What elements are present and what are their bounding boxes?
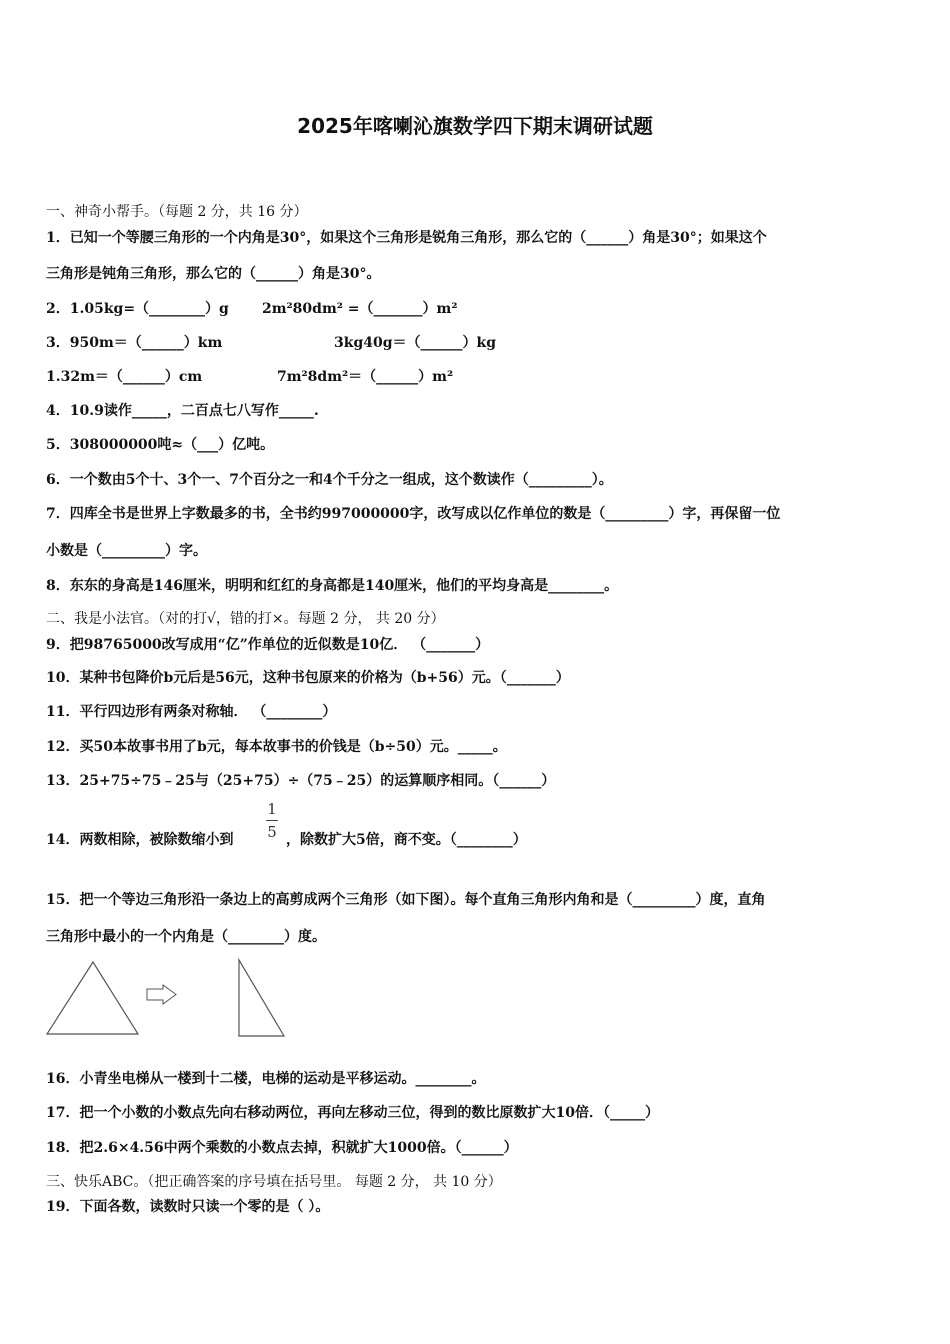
question-15-line-1: 15．把一个等边三角形沿一条边上的高剪成两个三角形（如下图）。每个直角三角形内角和是（_________）度，直角 xyxy=(46,892,766,908)
question-18: 18．把2.6×4.56中两个乘数的小数点去掉，积就扩大1000倍。（______） xyxy=(46,1140,518,1156)
question-3-part-b: 3kg40g＝（______）kg xyxy=(334,335,496,351)
question-10: 10．某种书包降价b元后是56元，这种书包原来的价格为（b+56）元。（_______） xyxy=(46,670,570,686)
question-4: 4．10.9读作_____，二百点七八写作_____. xyxy=(46,403,319,419)
fraction-numerator: 1 xyxy=(267,800,277,818)
question-7-line-2: 小数是（_________）字。 xyxy=(46,543,207,559)
question-14-part-b: ，除数扩大5倍，商不变。（________） xyxy=(286,832,527,848)
equilateral-triangle xyxy=(47,962,138,1034)
page-title: 2025年喀喇沁旗数学四下期末调研试题 xyxy=(297,114,653,138)
question-6: 6．一个数由5个十、3个一、7个百分之一和4个千分之一组成，这个数读作（_________）。 xyxy=(46,472,613,488)
fraction-denominator: 5 xyxy=(267,823,277,841)
section-2-heading: 二、我是小法官。（对的打√，错的打×。每题 2 分， 共 20 分） xyxy=(46,611,445,627)
question-2-part-b: 2m²80dm² =（_______）m² xyxy=(262,301,458,317)
question-9: 9．把98765000改写成用“亿”作单位的近似数是10亿． （_______） xyxy=(46,637,490,653)
question-1-line-1: 1．已知一个等腰三角形的一个内角是30°，如果这个三角形是锐角三角形，那么它的（______）角是30°；如果这个 xyxy=(46,230,767,246)
question-15-line-2: 三角形中最小的一个内角是（________）度。 xyxy=(46,929,326,945)
section-1-heading: 一、神奇小帮手。（每题 2 分，共 16 分） xyxy=(46,204,308,220)
question-11: 11．平行四边形有两条对称轴． （________） xyxy=(46,704,337,720)
question-3-part-a: 3．950m＝（______）km xyxy=(46,335,223,351)
right-arrow-icon xyxy=(147,985,176,1004)
question-8: 8．东东的身高是146厘米，明明和红红的身高都是140厘米，他们的平均身高是________。 xyxy=(46,578,619,594)
question-7-line-1: 7．四库全书是世界上字数最多的书，全书约997000000字，改写成以亿作单位的数是（_________）字，再保留一位 xyxy=(46,506,781,522)
section-3-heading: 三、快乐ABC。（把正确答案的序号填在括号里。 每题 2 分， 共 10 分） xyxy=(46,1174,502,1190)
question-17: 17．把一个小数的小数点先向右移动两位，再向左移动三位，得到的数比原数扩大10倍．（_____） xyxy=(46,1105,659,1121)
question-12: 12．买50本故事书用了b元，每本故事书的价钱是（b÷50）元。_____。 xyxy=(46,739,507,755)
question-5: 5．308000000吨≈（___）亿吨。 xyxy=(46,437,275,453)
right-triangle xyxy=(239,960,284,1036)
question-13: 13．25+75÷75﹣25与（25+75）÷（75﹣25）的运算顺序相同。（______） xyxy=(46,773,556,789)
question-3-part-d: 7m²8dm²＝（______）m² xyxy=(277,369,454,385)
question-14-part-a: 14．两数相除，被除数缩小到 xyxy=(46,832,234,848)
question-1-line-2: 三角形是钝角三角形，那么它的（______）角是30°。 xyxy=(46,266,381,282)
question-2-part-a: 2．1.05kg=（________）g xyxy=(46,301,229,317)
question-16: 16．小青坐电梯从一楼到十二楼，电梯的运动是平移运动。________。 xyxy=(46,1071,486,1087)
question-19: 19．下面各数，读数时只读一个零的是（ ）。 xyxy=(46,1199,330,1215)
question-3-part-c: 1.32m＝（______）cm xyxy=(46,369,203,385)
